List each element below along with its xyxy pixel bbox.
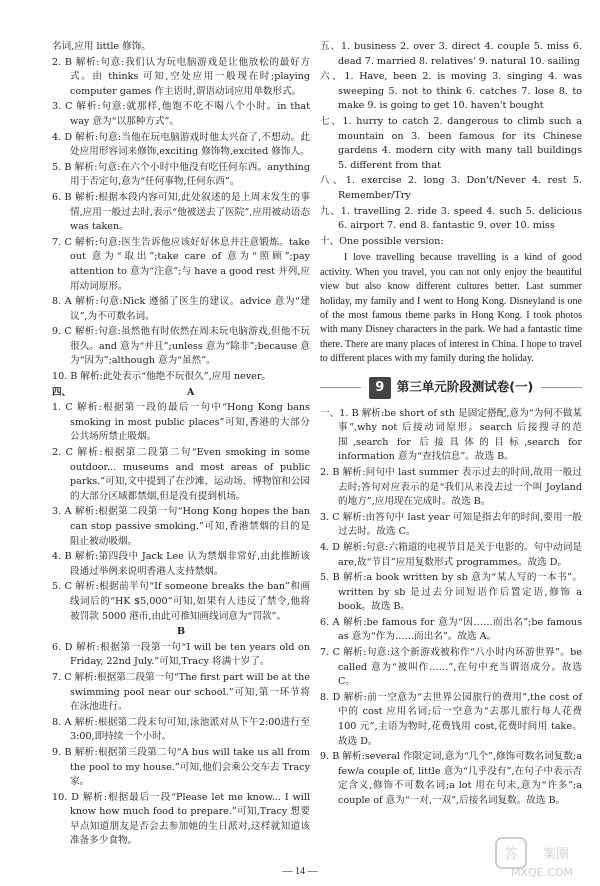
svg-text:案圈: 案圈	[542, 847, 570, 862]
answer-item: 7. C 解析:句意:这个新游戏被称作“八小时内环游世界”。be called 意为“被叫作……”,在句中充当谓语成分。故选 C。	[320, 647, 582, 688]
right-column	[320, 40, 582, 810]
svg-text:MXQE.COM: MXQE.COM	[511, 866, 573, 879]
left-column	[52, 40, 310, 850]
answer-item: 八、1. exercise 2. long 3. Don't/Never 4. rest 5. Remember/Try	[320, 175, 582, 201]
sample-essay: I love travelling because travelling is a kind of good activity. When you travel, you can not only enjoy the beautiful view but also know different cultures better. Last summer holiday, my family and I went to Hong Kong. Disneyland is one of the most famous theme parks in Hong Kong. I took photos with many Disney characters in the park. We had a fantastic time there. There are many places of interest in China. I hope to travel to different places with my family during the holiday.	[320, 252, 582, 365]
answer-item: 5. B 解析:a book written by sb 意为“某人写的一本书”。written by sb 是过去分词短语作后置定语,修饰 a book。故选 B。	[320, 572, 582, 613]
banner-title: 第三单元阶段测试卷(一)	[396, 379, 534, 395]
answer-item: 4. B 解析:第四段中 Jack Lee 认为禁烟非常好,由此推断该段通过举例来说明香港人支持禁烟。	[52, 551, 310, 577]
answer-item: 4. D 解析:句意:当他在玩电脑游戏时他太兴奋了,不想动。此处应用形容词来修饰,exciting 修饰物,excited 修饰人。	[52, 131, 310, 158]
answer-item: 3. C 解析:由答句中 last year 可知是指去年的时间,要用一般过去时。故选 C。	[320, 511, 582, 538]
section-number: 四、	[52, 386, 72, 398]
answer-item: 2. B 解析:句意:我们认为玩电脑游戏是让他放松的最好方式。由 thinks 可知,空处应用一般现在时;playing computer games 作主语时,谓语动词应用单数形式。	[52, 56, 310, 97]
answer-item: 6. D 解析:根据第一段第一句“I will be ten years old on Friday, 22nd July.”可知,Tracy 将满十岁了。	[52, 641, 310, 668]
answer-item: 8. A 解析:句意:Nick 遵循了医生的建议。advice 意为“建议”,为不可数名词。	[52, 296, 310, 322]
banner-rule-right	[541, 387, 582, 388]
answer-item: 六、1. Have, been 2. is moving 3. singing 4. was sweeping 5. not to think 6. catches 7. lose 8. to make 9. is going to get 10. haven't bought	[320, 71, 582, 112]
answer-item: 10. B 解析:此处表示“他绝不玩很久”,应用 never。	[52, 371, 271, 383]
section-subheading	[52, 386, 310, 401]
answer-item: 8. A 解析:根据第二段末句可知,泳池派对从下午2:00进行至3:00,即持续一个小时。	[52, 716, 310, 743]
answer-item: 9. B 解析:several 作限定词,意为“几个”,修饰可数名词复数;a few/a couple of, little 意为“几乎没有”,在句子中表示否定含义,修饰不可数名词;a lot 用在句末,意为“许多”;a couple of 意为“一对,一双”,后接名词复数。故选 B。	[320, 751, 582, 806]
answer-item: 5. C 解析:根据前半句“If someone breaks the ban”和画线词后的“HK $5,000”可知,如果有人违反了禁令,他将被罚款 5000 港币,由此可推知画线词意为“罚款”。	[52, 581, 310, 622]
answer-item: 7. C 解析:句意:医生告诉他应该好好休息并注意锻炼。take out 意为“取出”;take care of 意为“照顾”;pay attention to 意为“注意”;与 have a good rest 并列,应用动词原形。	[52, 236, 310, 292]
banner-rule-left	[320, 387, 361, 388]
answer-item: 九、1. travelling 2. ride 3. speed 4. such 5. delicious 6. airport 7. end 8. fantastic 9. over 10. miss	[320, 205, 582, 232]
answer-item: 6. B 解析:根据本段内容可知,此处叙述的是上周末发生的事情,应用一般过去时,表示“他被送去了医院”,应用被动语态 was taken。	[52, 191, 310, 233]
answer-item: 9. B 解析:根据第三段第二句“A bus will take us all from the pool to my house.”可知,他们会乘公交车去 Tracy 家。	[52, 746, 310, 788]
answer-item: 名词,应用 little 修饰。	[52, 41, 151, 52]
section-subheading	[52, 625, 310, 640]
answer-item: 3. C 解析:句意:就那样,他饱不吃不喝八个小时。in that way 意为“以那种方式”。	[52, 101, 310, 127]
watermark-logo	[494, 836, 590, 880]
answer-item: 1. C 解析:根据第一段的最后一句中“Hong Kong bans smoking in most public places”可知,香港的大部分公共场所禁止吸烟。	[52, 402, 310, 443]
answer-item: 10. D 解析:根据最后一段“Please let me know... I will know how much food to prepare.”可知,Tracy 想要早点知道朋友是否会去参加她的生日派对,这样就知道该准备多少食物。	[52, 791, 310, 847]
subheading-label: B	[176, 626, 186, 638]
answer-item: 9. C 解析:句意:虽然他有时依然在周末玩电脑游戏,但他不玩很久。and 意为“并且”;unless 意为“除非”;because 意为“因为”;although 意为“虽然”。	[52, 326, 310, 367]
answer-item: 7. C 解析:根据第二段第一句“The first part will be at the swimming pool near our school.”可知,第一环节将在泳池进行。	[52, 671, 310, 713]
answer-item: 2. C 解析:根据第二段第二句“Even smoking in some outdoor... museums and most areas of public parks.”可知,文中提到了在沙滩、运动场、博物馆和公园的大部分区域都禁烟,但是没有提到机场。	[52, 447, 310, 502]
svg-text:答: 答	[504, 847, 518, 863]
answer-item: 七、1. hurry to catch 2. dangerous to climb such a mountain on 3. been famous for its Chinese gardens 4. modern city with many tall buildings 5. different from that	[320, 115, 582, 171]
answer-item: 4. D 解析:句意:六箱道的电视节目是关于电影的。句中动词是 are,故“节目”应用复数形式 programmes。故选 D。	[320, 541, 582, 568]
answer-item: 5. B 解析:句意:在六个小时中他没有吃任何东西。anything 用于否定句,意为“任何事物,任何东西”。	[52, 161, 310, 188]
answer-item: 一、1. B 解析:be short of sth 是固定搭配,意为“为何不做某事”,why not 后接动词原形。search 后接搜寻的范围,search for 后接具体的目标,search for information 意为“查找信息”。故选 B。	[320, 407, 582, 463]
banner-number: 9	[369, 377, 391, 399]
answer-item: 2. B 解析:问句中 last summer 表示过去的时间,故用一般过去时;答句对应表示的是“我们从来没去过一个叫 Joyland 的地方”,应用现在完成时。故选 B。	[320, 466, 582, 508]
subheading-label: A	[186, 386, 195, 398]
answer-item: 3. A 解析:根据第二段第一句“Hong Kong hopes the ban can stop passive smoking.”可知,香港禁烟的目的是阻止被动吸烟。	[52, 506, 310, 547]
answer-item: 十、One possible version:	[320, 235, 444, 247]
answer-item: 五、1. business 2. over 3. direct 4. couple 5. miss 6. dead 7. married 8. relatives' 9. natural 10. sailing	[320, 41, 582, 67]
page-number: — 14 —	[282, 866, 318, 877]
answer-item: 6. A 解析:be famous for 意为“因……而出名”;be famous as 意为“作为……而出名”。故选 A。	[320, 616, 582, 643]
test-paper-banner	[320, 377, 582, 399]
answer-item: 8. D 解析:前一空意为“去世界公园旅行的费用”,the cost of 中的 cost 应用名词;后一空意为“去那儿旅行每人花费 100 元”,主语为物时,花费钱用 cost,花费时间用 take。故选 D。	[320, 691, 582, 747]
